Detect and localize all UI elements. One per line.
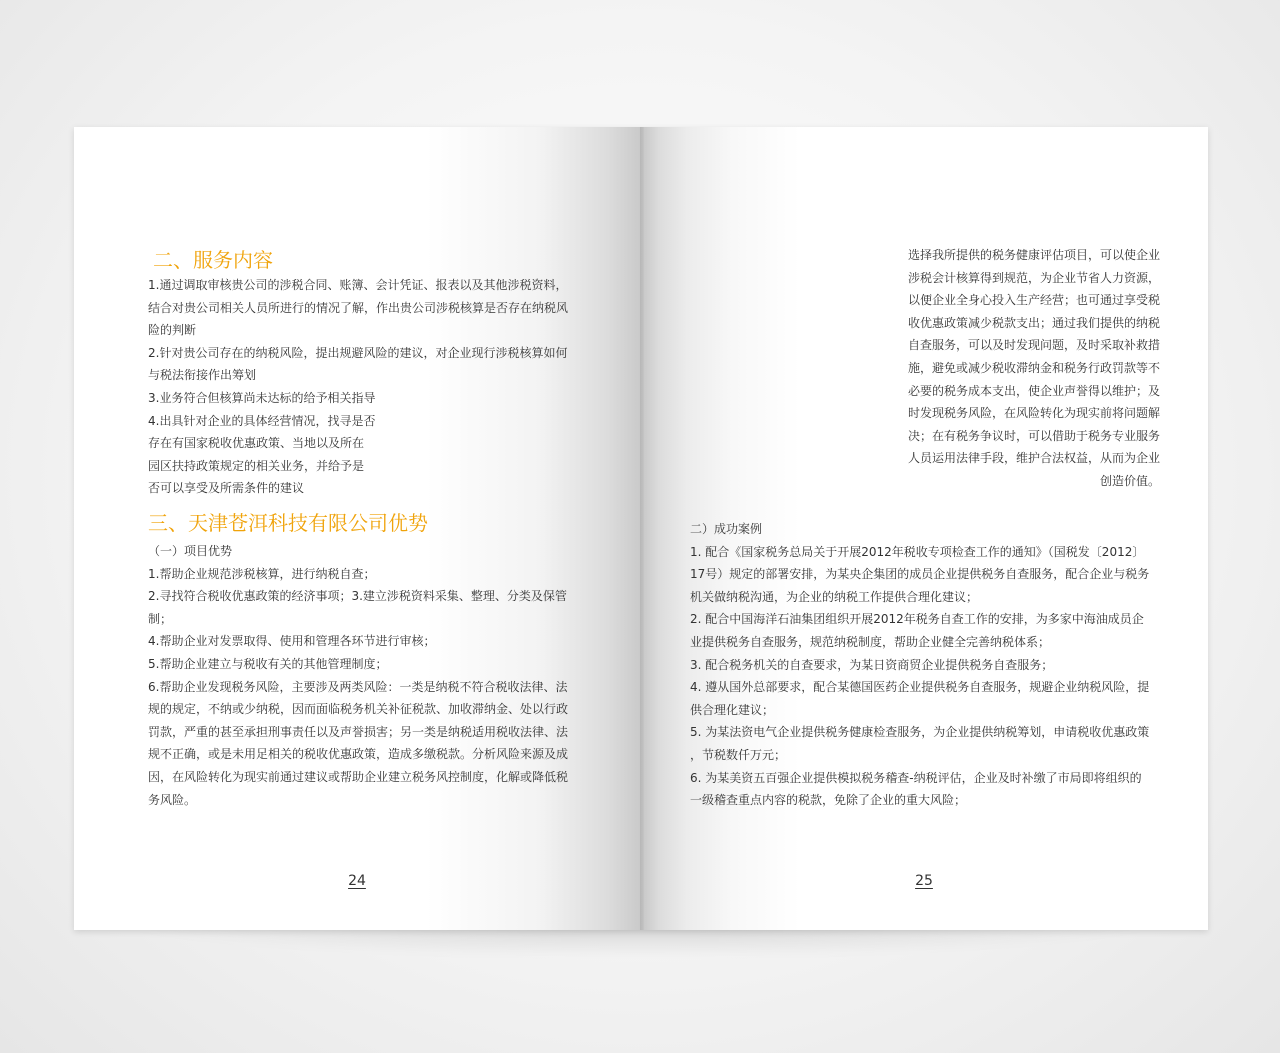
text-line: 时发现税务风险，在风险转化为现实前将问题解 xyxy=(907,406,1160,421)
text-line: 5. 为某法资电气企业提供税务健康检查服务，为企业提供纳税筹划，申请税收优惠政策 xyxy=(690,725,1150,740)
text-line: 规不正确，或是未用足相关的税收优惠政策，造成多缴税款。分析风险来源及成 xyxy=(148,747,569,762)
text-line: 因，在风险转化为现实前通过建议或帮助企业建立税务风控制度，化解或降低税 xyxy=(148,769,569,784)
text-line: 6. 为某美资五百强企业提供模拟税务稽查-纳税评估，企业及时补缴了市局即将组织的 xyxy=(690,770,1142,785)
text-line: 险的判断 xyxy=(148,323,197,338)
text-line: 1. 配合《国家税务总局关于开展2012年税收专项检查工作的通知》（国税发〔2012〕 xyxy=(690,544,1145,559)
text-line: 机关做纳税沟通，为企业的纳税工作提供合理化建议； xyxy=(690,589,979,604)
text-line: 17号）规定的部署安排，为某央企集团的成员企业提供税务自查服务，配合企业与税务 xyxy=(690,567,1150,582)
text-line: 供合理化建议； xyxy=(690,702,775,717)
text-line: 2.寻找符合税收优惠政策的经济事项；3.建立涉税资料采集、整理、分类及保管 xyxy=(148,589,567,604)
page-number-right: 25 xyxy=(915,873,933,889)
text-line: （一）项目优势 xyxy=(148,544,233,558)
text-line: 一级稽查重点内容的税款，免除了企业的重大风险； xyxy=(690,793,967,808)
text-line: 罚款，严重的甚至承担刑事责任以及声誉损害；另一类是纳税适用税收法律、法 xyxy=(148,724,569,739)
text-line: 4.出具针对企业的具体经营情况，找寻是否 xyxy=(148,413,376,428)
text-line: 与税法衔接作出筹划 xyxy=(148,368,257,383)
text-line: 业提供税务自查服务，规范纳税制度，帮助企业健全完善纳税体系； xyxy=(690,634,1051,649)
text-line: 决；在有税务争议时，可以借助于税务专业服务 xyxy=(907,428,1160,443)
text-line: 以便企业全身心投入生产经营；也可通过享受税 xyxy=(907,293,1160,308)
success-cases xyxy=(690,518,1149,812)
text-line: 涉税会计核算得到规范，为企业节省人力资源， xyxy=(907,270,1160,285)
text-line: 必要的税务成本支出，使企业声誉得以维护；及 xyxy=(907,383,1160,398)
text-line: 存在有国家税收优惠政策、当地以及所在 xyxy=(148,436,365,451)
text-line: 2. 配合中国海洋石油集团组织开展2012年税务自查工作的安排，为多家中海油成员企 xyxy=(690,612,1144,627)
text-line: 4.帮助企业对发票取得、使用和管理各环节进行审核； xyxy=(148,634,436,649)
cases-heading: 二）成功案例 xyxy=(690,522,763,536)
text-line: 规的规定，不纳或少纳税，因而面临税务机关补征税款、加收滞纳金、处以行政 xyxy=(148,702,569,717)
section-2-body xyxy=(148,274,568,500)
section-3-body xyxy=(148,540,568,811)
book-spine xyxy=(640,127,644,930)
continuation-text xyxy=(908,244,1160,493)
text-line: 务风险。 xyxy=(148,792,197,807)
section-3-heading: 三、天津苍洱科技有限公司优势 xyxy=(148,511,428,535)
text-line: 4. 遵从国外总部要求，配合某德国医药企业提供税务自查服务，规避企业纳税风险，提 xyxy=(690,680,1150,695)
text-line: 创造价值。 xyxy=(1099,473,1160,488)
text-line: 3.业务符合但核算尚未达标的给予相关指导 xyxy=(148,390,376,405)
text-line: 制； xyxy=(148,611,173,626)
text-line: 1.帮助企业规范涉税核算，进行纳税自查； xyxy=(148,566,376,581)
text-line: 6.帮助企业发现税务风险，主要涉及两类风险：一类是纳税不符合税收法律、法 xyxy=(148,679,568,694)
text-line: 选择我所提供的税务健康评估项目，可以使企业 xyxy=(907,248,1160,262)
text-line: 结合对贵公司相关人员所进行的情况了解，作出贵公司涉税核算是否存在纳税风 xyxy=(148,300,569,315)
text-line: 2.针对贵公司存在的纳税风险，提出规避风险的建议，对企业现行涉税核算如何 xyxy=(148,345,568,360)
text-line: 施，避免或减少税收滞纳金和税务行政罚款等不 xyxy=(907,360,1160,375)
text-line: 5.帮助企业建立与税收有关的其他管理制度； xyxy=(148,656,388,671)
right-page xyxy=(642,127,1208,930)
text-line: 否可以享受及所需条件的建议 xyxy=(148,481,305,496)
text-line: 收优惠政策减少税款支出；通过我们提供的纳税 xyxy=(907,315,1160,330)
text-line: 自查服务，可以及时发现问题，及时采取补救措 xyxy=(907,338,1160,353)
text-line: 园区扶持政策规定的相关业务，并给予是 xyxy=(148,458,365,473)
text-line: 人员运用法律手段，维护合法权益，从而为企业 xyxy=(907,451,1160,466)
open-brochure xyxy=(74,127,1208,930)
page-number-left: 24 xyxy=(348,873,366,889)
text-line: 3. 配合税务机关的自查要求，为某日资商贸企业提供税务自查服务； xyxy=(690,657,1054,672)
left-page xyxy=(74,127,642,930)
text-line: ，节税数仟万元； xyxy=(690,747,787,762)
text-line: 1.通过调取审核贵公司的涉税合同、账簿、会计凭证、报表以及其他涉税资料， xyxy=(148,278,568,292)
section-2-heading: 二、服务内容 xyxy=(153,248,273,272)
